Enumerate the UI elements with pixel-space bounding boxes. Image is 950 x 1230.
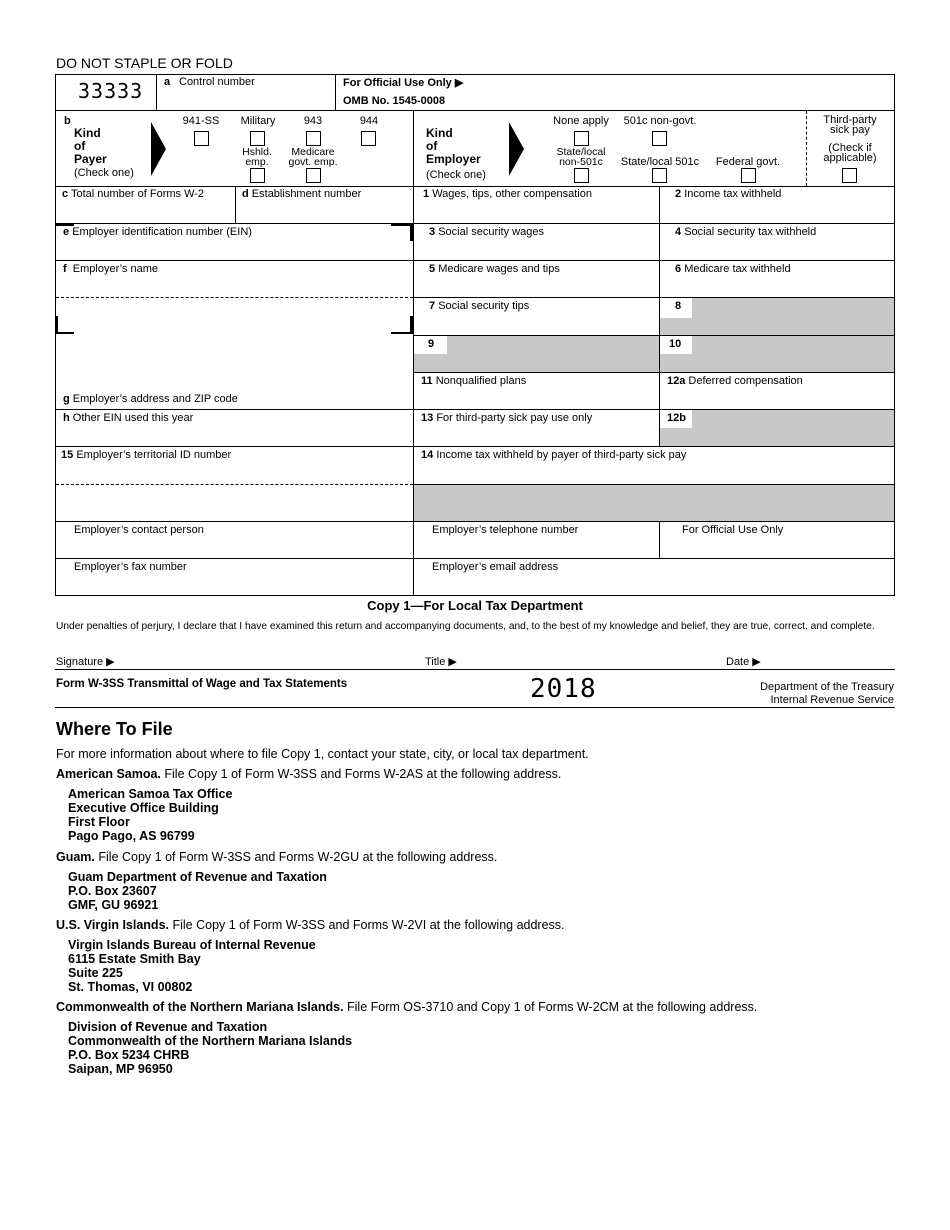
payer-title-1: Kind — [74, 126, 101, 140]
title-field[interactable] — [462, 652, 722, 669]
third-party-withheld-field[interactable] — [414, 461, 894, 483]
checkbox-medicare-govt[interactable] — [306, 168, 321, 183]
copy-title: Copy 1—For Local Tax Department — [367, 598, 583, 613]
establishment-number-field[interactable] — [236, 200, 412, 222]
section-northern-mariana: Commonwealth of the Northern Mariana Islands. File Form OS-3710 and Copy 1 of Forms W-2CM at the following address. — [56, 1000, 758, 1014]
option-none-apply-label: None apply — [553, 115, 609, 127]
checkbox-third-party-sick-pay[interactable] — [842, 168, 857, 183]
checkbox-943[interactable] — [306, 131, 321, 146]
where-to-file-heading: Where To File — [56, 719, 173, 739]
territorial-id-field[interactable] — [56, 461, 412, 483]
section-american-samoa: American Samoa. File Copy 1 of Form W-3SS and Forms W-2AS at the following address. — [56, 767, 562, 781]
ss-tax-field[interactable] — [660, 238, 894, 259]
contact-person-field[interactable] — [56, 536, 412, 557]
box-6-label: 6 Medicare tax withheld — [675, 263, 791, 275]
section-guam: Guam. File Copy 1 of Form W-3SS and Forms W-2GU at the following address. — [56, 850, 498, 864]
address-northern-mariana: Division of Revenue and Taxation Commonwealth of the Northern Mariana Islands P.O. Box 5234 CHRB Saipan, MP 96950 — [68, 1020, 353, 1076]
box-g-label: g Employer’s address and ZIP code — [63, 393, 238, 405]
date-label: Date ▶ — [726, 656, 761, 668]
option-state-501c-label: State/local 501c — [620, 156, 700, 168]
checkbox-state-non501c[interactable] — [574, 168, 589, 183]
box-3-label: 3 Social security wages — [429, 226, 544, 238]
employer-check-one: (Check one) — [426, 169, 486, 181]
option-military-label: Military — [240, 115, 276, 127]
signature-label: Signature ▶ — [56, 656, 115, 668]
contact-person-label: Employer’s contact person — [74, 524, 204, 536]
total-forms-w2-field[interactable] — [56, 200, 234, 222]
wages-field[interactable] — [414, 200, 658, 222]
box-c-label: c Total number of Forms W-2 — [62, 188, 205, 200]
form-code: 33333 — [78, 79, 144, 103]
checkbox-state-501c[interactable] — [652, 168, 667, 183]
option-943-label: 943 — [303, 115, 323, 127]
checkbox-federal-govt[interactable] — [741, 168, 756, 183]
section-virgin-islands: U.S. Virgin Islands. File Copy 1 of Form W-3SS and Forms W-2VI at the following address. — [56, 918, 565, 932]
payer-title-2: of — [74, 139, 86, 153]
box-7-label: 7 Social security tips — [429, 300, 530, 312]
payer-title-3: Payer — [74, 152, 107, 166]
option-hshld-label: Hshld. emp. — [242, 146, 272, 168]
third-party-line1: Third-party — [823, 114, 877, 126]
nonqualified-plans-field[interactable] — [414, 387, 658, 408]
box-15-label: 15 Employer’s territorial ID number — [61, 449, 232, 461]
box-13-label: 13 For third-party sick pay use only — [421, 412, 593, 424]
email-field[interactable] — [414, 573, 894, 594]
payer-check-one: (Check one) — [74, 167, 134, 179]
medicare-wages-field[interactable] — [414, 275, 658, 296]
box-b-letter: b — [64, 115, 71, 127]
date-field[interactable] — [764, 652, 894, 669]
box-8-label: 8 — [675, 300, 682, 312]
dept-treasury: Department of the Treasury — [760, 681, 894, 693]
option-941ss-label: 941-SS — [182, 115, 220, 127]
box-a-letter: a — [164, 76, 171, 88]
box-1-label: 1 Wages, tips, other compensation — [423, 188, 592, 200]
payer-arrow-icon — [151, 122, 166, 176]
option-944-label: 944 — [359, 115, 379, 127]
control-number-field[interactable] — [157, 86, 334, 109]
telephone-label: Employer’s telephone number — [432, 524, 579, 536]
employer-title-1: Kind — [426, 126, 453, 140]
third-party-use-field[interactable] — [414, 424, 658, 445]
deferred-comp-field[interactable] — [660, 387, 894, 408]
address-american-samoa: American Samoa Tax Office Executive Office Building First Floor Pago Pago, AS 96799 — [68, 787, 233, 843]
official-use-label: For Official Use Only ▶ — [343, 77, 464, 89]
employer-arrow-icon — [509, 122, 524, 176]
tax-year: 2018 — [530, 674, 597, 704]
employer-title-3: Employer — [426, 152, 481, 166]
perjury-statement: Under penalties of perjury, I declare that I have examined this return and accompanying documents, and, to the best of my knowledge and belief, they are true, correct, and complete. — [56, 621, 875, 632]
box-9-label: 9 — [428, 338, 435, 350]
do-not-staple-notice: DO NOT STAPLE OR FOLD — [56, 55, 233, 71]
box-12b-label: 12b — [667, 412, 686, 424]
omb-number: OMB No. 1545-0008 — [343, 95, 446, 107]
box-2-label: 2 Income tax withheld — [675, 188, 782, 200]
irs: Internal Revenue Service — [770, 694, 894, 706]
option-federal-govt-label: Federal govt. — [715, 156, 781, 168]
employer-address-field[interactable] — [56, 299, 412, 389]
where-to-file-intro: For more information about where to file Copy 1, contact your state, city, or local tax department. — [56, 747, 589, 761]
address-virgin-islands: Virgin Islands Bureau of Internal Revenue 6115 Estate Smith Bay Suite 225 St. Thomas, VI 00802 — [68, 938, 316, 994]
box-11-label: 11 Nonqualified plans — [421, 375, 527, 387]
box-10-label: 10 — [669, 338, 682, 350]
option-501c-nongovt-label: 501c non-govt. — [623, 115, 697, 127]
checkbox-military[interactable] — [250, 131, 265, 146]
box-d-label: d Establishment number — [242, 188, 362, 200]
ss-tips-field[interactable] — [414, 312, 658, 334]
email-label: Employer’s email address — [432, 561, 559, 573]
box-a-label: Control number — [179, 76, 255, 88]
box-14-label: 14 Income tax withheld by payer of third-party sick pay — [421, 449, 687, 461]
box-e-label: e Employer identification number (EIN) — [63, 226, 252, 238]
medicare-tax-field[interactable] — [660, 275, 894, 296]
employer-name-field[interactable] — [56, 276, 412, 296]
box-4-label: 4 Social security tax withheld — [675, 226, 817, 238]
option-state-non501c-label: State/local non-501c — [556, 146, 606, 168]
box-f-label: f Employer’s name — [63, 263, 158, 275]
box-h-label: h Other EIN used this year — [63, 412, 194, 424]
form-title: Form W-3SS Transmittal of Wage and Tax Statements — [56, 678, 348, 690]
option-medicare-label: Medicare govt. emp. — [288, 146, 338, 168]
employer-title-2: of — [426, 139, 438, 153]
checkbox-501c-nongovt[interactable] — [652, 131, 667, 146]
fax-label: Employer’s fax number — [74, 561, 187, 573]
ss-wages-field[interactable] — [414, 238, 658, 259]
ein-field[interactable] — [56, 238, 412, 259]
signature-field[interactable] — [118, 652, 418, 669]
box-12a-label: 12a Deferred compensation — [667, 375, 803, 387]
checkbox-hshld-emp[interactable] — [250, 168, 265, 183]
income-tax-field[interactable] — [660, 200, 894, 222]
third-party-line3: (Check if — [828, 142, 872, 154]
other-ein-field[interactable] — [56, 424, 412, 445]
address-guam: Guam Department of Revenue and Taxation P.O. Box 23607 GMF, GU 96921 — [68, 870, 327, 912]
checkbox-941ss[interactable] — [194, 131, 209, 146]
third-party-line4: applicable) — [823, 152, 877, 164]
title-label: Title ▶ — [425, 656, 457, 668]
checkbox-944[interactable] — [361, 131, 376, 146]
box-5-label: 5 Medicare wages and tips — [429, 263, 560, 275]
third-party-line2: sick pay — [830, 124, 870, 136]
telephone-field[interactable] — [414, 536, 658, 557]
fax-field[interactable] — [56, 573, 412, 594]
official-use-only-label: For Official Use Only — [682, 524, 784, 536]
checkbox-none-apply[interactable] — [574, 131, 589, 146]
